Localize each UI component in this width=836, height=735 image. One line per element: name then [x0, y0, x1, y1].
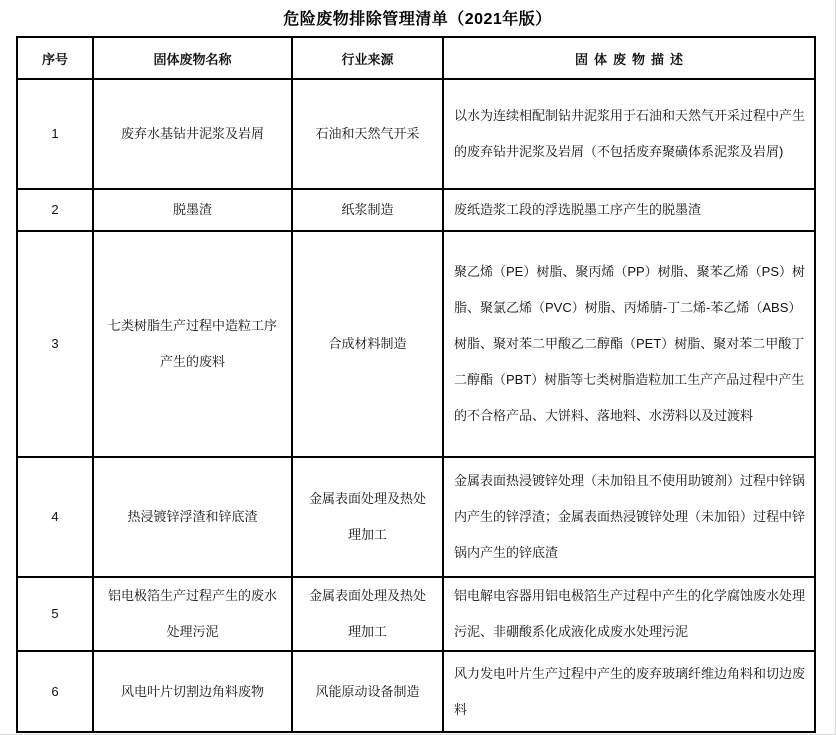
cell-waste-description: 聚乙烯（PE）树脂、聚丙烯（PP）树脂、聚苯乙烯（PS）树脂、聚氯乙烯（PVC）树脂、丙烯腈-丁二烯-苯乙烯（ABS）树脂、聚对苯二甲酸乙二醇酯（PET）树脂、聚对苯二甲酸丁二醇酯（PBT）树脂等七类树脂造粒加工生产产品过程中产生的不合格产品、大饼料、落地料、水涝料以及过渡料	[443, 231, 815, 457]
cell-waste-description: 金属表面热浸镀锌处理（未加铅且不使用助镀剂）过程中锌锅内产生的锌浮渣；金属表面热浸镀锌处理（未加铅）过程中锌锅内产生的锌底渣	[443, 457, 815, 577]
cell-serial-number: 1	[17, 79, 93, 189]
column-header-industry-source: 行业来源	[292, 37, 443, 79]
table-row	[17, 189, 815, 231]
cell-industry-source: 金属表面处理及热处理加工	[292, 577, 443, 651]
column-header-waste-description: 固体废物描述	[443, 37, 815, 79]
cell-waste-name: 七类树脂生产过程中造粒工序产生的废料	[93, 231, 292, 457]
cell-waste-name: 脱墨渣	[93, 189, 292, 231]
table-row	[17, 577, 815, 651]
table-row	[17, 79, 815, 189]
table-row	[17, 651, 815, 732]
cell-waste-name: 废弃水基钻井泥浆及岩屑	[93, 79, 292, 189]
table-row	[17, 231, 815, 457]
cell-industry-source: 合成材料制造	[292, 231, 443, 457]
hazardous-waste-exclusion-table	[16, 36, 816, 733]
cell-waste-description: 铝电解电容器用铝电极箔生产过程中产生的化学腐蚀废水处理污泥、非硼酸系化成液化成废水处理污泥	[443, 577, 815, 651]
cell-serial-number: 2	[17, 189, 93, 231]
cell-industry-source: 风能原动设备制造	[292, 651, 443, 732]
column-header-waste-name: 固体废物名称	[93, 37, 292, 79]
cell-waste-name: 铝电极箔生产过程产生的废水处理污泥	[93, 577, 292, 651]
table-row	[17, 457, 815, 577]
cell-industry-source: 纸浆制造	[292, 189, 443, 231]
cell-serial-number: 4	[17, 457, 93, 577]
cell-industry-source: 金属表面处理及热处理加工	[292, 457, 443, 577]
cell-industry-source: 石油和天然气开采	[292, 79, 443, 189]
page-title: 危险废物排除管理清单（2021年版）	[283, 11, 552, 28]
cell-waste-name: 风电叶片切割边角料废物	[93, 651, 292, 732]
table-header	[17, 37, 815, 79]
cell-serial-number: 3	[17, 231, 93, 457]
cell-waste-name: 热浸镀锌浮渣和锌底渣	[93, 457, 292, 577]
cell-waste-description: 以水为连续相配制钻井泥浆用于石油和天然气开采过程中产生的废弃钻井泥浆及岩屑（不包括废弃聚磺体系泥浆及岩屑)	[443, 79, 815, 189]
cell-waste-description: 风力发电叶片生产过程中产生的废弃玻璃纤维边角料和切边废料	[443, 651, 815, 732]
table-body	[17, 79, 815, 732]
cell-serial-number: 6	[17, 651, 93, 732]
cell-waste-description: 废纸造浆工段的浮选脱墨工序产生的脱墨渣	[443, 189, 815, 231]
table-header-row	[17, 37, 815, 79]
column-header-serial-number: 序号	[17, 37, 93, 79]
cell-serial-number: 5	[17, 577, 93, 651]
